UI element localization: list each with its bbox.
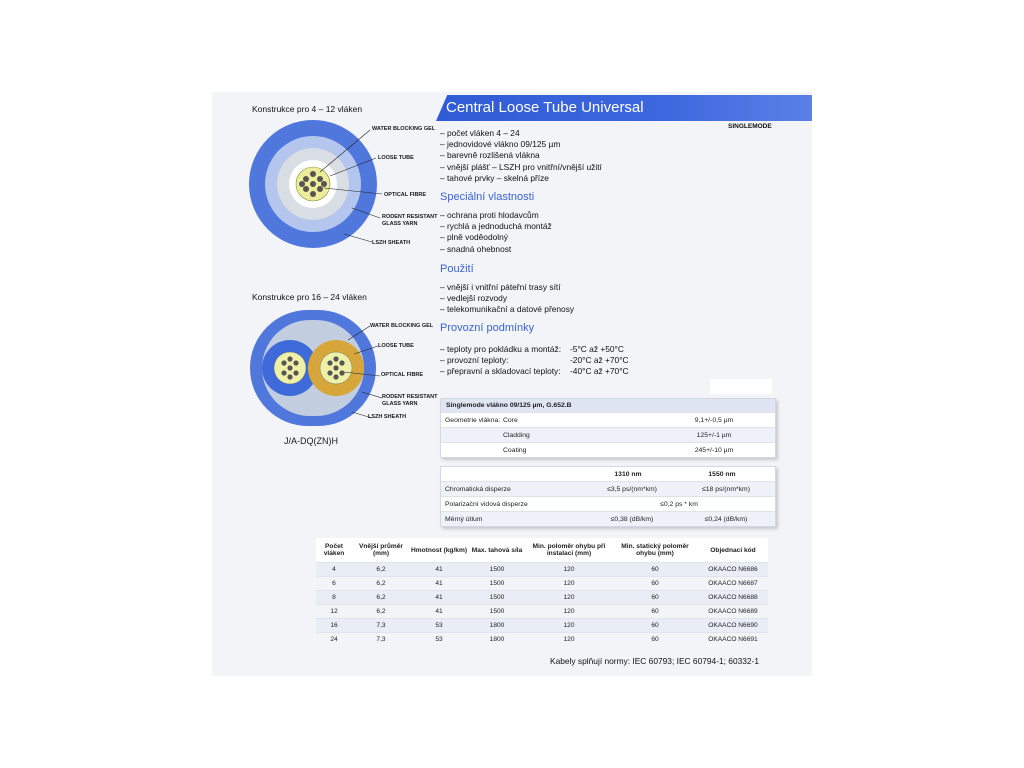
table-cell: ≤18 ps/(nm*km) [702,485,750,493]
table-cell: 1500 [489,580,505,587]
geometry-group: Geometrie vlákna: [445,416,501,424]
table-cell: 120 [563,622,575,629]
table-cell: 7,3 [376,636,386,643]
table-cell: OKAACO N6690 [708,622,758,629]
table-cell: OKAACO N6686 [708,566,758,573]
list-item: – vnější plášť – LSZH pro vnitřní/vnější užití [440,161,602,172]
table-cell: 60 [651,594,659,601]
table-row [441,442,775,457]
table-cell: 4 [332,566,336,573]
table-cell: 6 [332,580,336,587]
condition-label: – provozní teploty: [440,355,509,366]
label2-rodent-resistant: RODENT RESISTANT GLASS YARN [382,394,438,407]
table-cell: 1800 [489,622,505,629]
list-item: – rychlá a jednoduchá montáž [440,221,552,232]
table-cell: 6,2 [376,594,386,601]
table-cell: 1800 [489,636,505,643]
table-row [441,496,775,511]
list-item: – tahové prvky – skelná příze [440,172,549,183]
table-cell: 120 [563,566,575,573]
label2-water-blocking-gel: WATER BLOCKING GEL [370,323,434,329]
table-cell: OKAACO N6687 [708,580,758,587]
table-cell: 12 [330,608,338,615]
cable-cross-section-4-12 [248,118,448,264]
table-cell: 41 [435,608,443,615]
conditions-list [440,344,629,378]
table-cell: 125+/-1 µm [696,431,732,439]
table-cell: 60 [651,608,659,615]
diagram2-caption: Konstrukce pro 16 – 24 vláken [252,292,367,302]
optical-table [440,466,776,527]
label-optical-fibre: OPTICAL FIBRE [384,192,427,198]
table-cell: 60 [651,566,659,573]
fiber-mode-label: SINGLEMODE [728,123,772,130]
special-list [440,210,552,255]
condition-row [440,366,629,377]
table-cell: 41 [435,594,443,601]
table-cell: 16 [330,622,338,629]
column-header: Hmotnost (kg/km) [410,546,468,554]
table-row [441,412,775,427]
label-water-blocking-gel: WATER BLOCKING GEL [372,126,436,132]
table-row [441,427,775,442]
label2-loose-tube: LOOSE TUBE [378,343,414,349]
table-cell: 6,2 [376,608,386,615]
condition-value: -40°C až +70°C [570,366,629,377]
label-lszh-sheath: LSZH SHEATH [372,240,411,246]
product-table [316,538,768,646]
usage-list [440,282,574,316]
table-header-row [316,538,768,562]
column-header: Vnější průměr (mm) [359,543,403,557]
table-cell: ≤3,5 ps/(nm*km) [607,485,657,493]
table-cell: OKAACO N6688 [708,594,758,601]
table-cell: 60 [651,636,659,643]
table-cell: Polarizační vidová disperze [445,500,528,508]
label2-lszh-sheath: LSZH SHEATH [368,414,407,420]
table-row [441,511,775,526]
table-header-row [441,467,775,481]
table-row [316,576,768,590]
condition-label: – teploty pro pokládku a montáž: [440,344,562,354]
table-cell: Měrný útlum [445,515,483,523]
list-item: – počet vláken 4 – 24 [440,128,520,138]
condition-value: -20°C až +70°C [570,355,629,366]
table-cell: 60 [651,622,659,629]
table-cell: 1500 [489,566,505,573]
label-rodent-resistant: RODENT RESISTANT GLASS YARN [382,214,438,227]
column-header: Min. poloměr ohybu při instalaci (mm) [532,543,606,557]
table-cell: ≤0,2 ps * km [660,500,698,508]
table-cell: 120 [563,636,575,643]
table-cell: 41 [435,580,443,587]
table-cell: OKAACO N6691 [708,636,758,643]
table-cell: 245+/-10 µm [694,446,734,454]
list-item: – vnější i vnitřní páteřní trasy sítí [440,282,561,292]
table-cell: 60 [651,580,659,587]
table-cell: 6,2 [376,580,386,587]
table-row [316,590,768,604]
table-cell: 41 [435,566,443,573]
column-header: Max. tahová síla [471,546,523,554]
table-cell: 8 [332,594,336,601]
cable-model: J/A-DQ(ZN)H [284,436,338,446]
table-cell: 1500 [489,594,505,601]
table-row [441,481,775,496]
table-cell: 9,1+/-0,5 µm [694,416,734,424]
diagram1-caption: Konstrukce pro 4 – 12 vláken [252,104,363,114]
feature-list [440,128,602,184]
list-item: – barevně rozlišená vlákna [440,150,540,161]
condition-value: -5°C až +50°C [570,344,624,354]
column-header: 1310 nm [614,470,642,478]
table-row [316,618,768,632]
table-cell: Core [503,416,518,424]
table-cell: 7,3 [376,622,386,629]
condition-row [440,355,629,366]
label2-optical-fibre: OPTICAL FIBRE [381,372,424,378]
label-loose-tube: LOOSE TUBE [378,155,414,161]
special-heading: Speciální vlastnosti [440,191,535,203]
table-cell: 53 [435,636,443,643]
list-item: – ochrana proti hlodavcům [440,210,539,220]
page-title: Central Loose Tube Universal [446,99,644,116]
table-cell: Cladding [503,431,530,439]
table-cell: 120 [563,580,575,587]
column-header: Počet vláken [323,543,345,557]
table-cell: ≤0,24 (dB/km) [704,515,748,523]
table-cell: 24 [330,636,338,643]
condition-row [440,344,629,355]
conditions-heading: Provozní podmínky [440,322,535,334]
table-cell: 120 [563,608,575,615]
column-header: 1550 nm [708,470,736,478]
table-cell: 53 [435,622,443,629]
geometry-table [440,398,776,458]
geometry-table-title: Singlemode vlákno 09/125 µm, G.652.B [441,399,775,412]
usage-heading: Použití [440,263,474,275]
list-item: – jednovidové vlákno 09/125 µm [440,139,561,150]
blank-panel [710,379,772,394]
condition-label: – přepravní a skladovací teploty: [440,366,561,377]
standards-note: Kabely splňují normy: IEC 60793; IEC 60794-1; 60332-1 [550,656,760,666]
table-cell: 1500 [489,608,505,615]
list-item: – snadná ohebnost [440,243,512,254]
column-header: Min. statický poloměr ohybu (mm) [621,543,689,557]
table-cell: 120 [563,594,575,601]
table-cell: OKAACO N6689 [708,608,758,615]
table-row [316,604,768,618]
table-cell: 6,2 [376,566,386,573]
column-header: Objednací kód [710,546,756,554]
list-item: – plně voděodolný [440,232,508,243]
table-row [316,632,768,646]
table-cell: Coating [503,446,527,454]
list-item: – vedlejší rozvody [440,293,508,304]
table-cell: ≤0,38 (dB/km) [610,515,654,523]
table-cell: Chromatická disperze [445,485,511,493]
table-row [316,562,768,576]
list-item: – telekomunikační a datové přenosy [440,304,575,315]
